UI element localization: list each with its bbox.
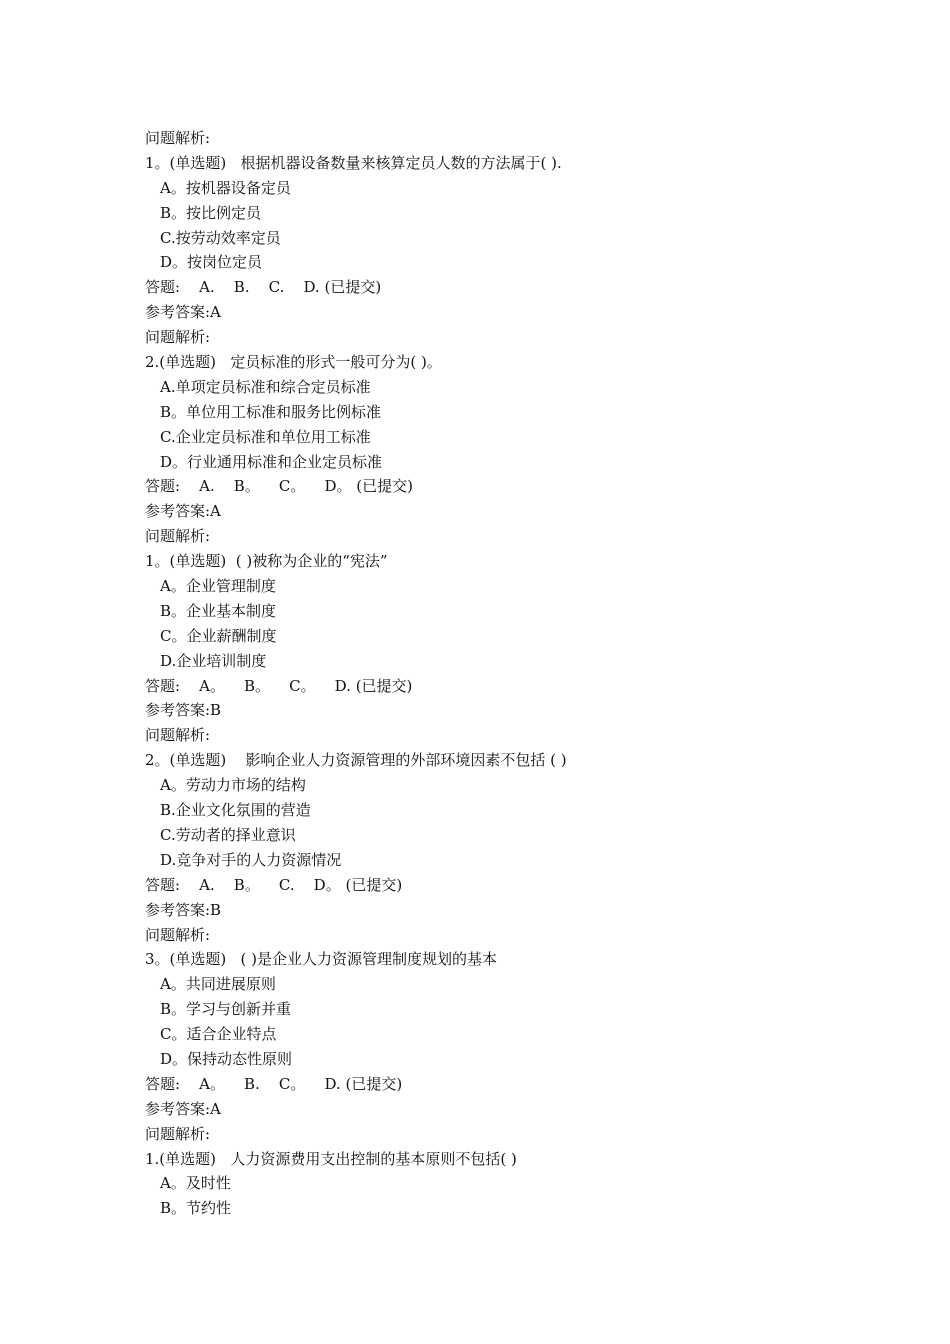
question-stem: 2。(单选题) 影响企业人力资源管理的外部环境因素不包括 ( ) — [145, 751, 567, 770]
option-b: B。单位用工标准和服务比例标准 — [160, 402, 382, 421]
option-c: C。适合企业特点 — [160, 1025, 277, 1044]
answer-line: 答题: A。 B。 C。 D. (已提交) — [145, 676, 413, 695]
option-a: A。及时性 — [160, 1174, 231, 1193]
analysis-header: 问题解析: — [145, 925, 211, 944]
question-stem: 2.(单选题) 定员标准的形式一般可分为( )。 — [145, 353, 442, 372]
reference-answer: 参考答案:A — [145, 1099, 221, 1118]
question-stem: 3。(单选题) ( )是企业人力资源管理制度规划的基本 — [145, 950, 498, 969]
option-a: A。按机器设备定员 — [160, 178, 291, 197]
question-stem: 1。(单选题) ( )被称为企业的“宪法” — [145, 552, 388, 571]
option-c: C.企业定员标准和单位用工标准 — [160, 427, 371, 446]
option-a: A。企业管理制度 — [160, 577, 276, 596]
analysis-header: 问题解析: — [145, 328, 211, 347]
option-d: D.竞争对手的人力资源情况 — [160, 850, 342, 869]
option-b: B.企业文化氛围的营造 — [160, 801, 311, 820]
option-b: B。企业基本制度 — [160, 601, 277, 620]
option-c: C。企业薪酬制度 — [160, 626, 277, 645]
option-a: A.单项定员标准和综合定员标准 — [160, 377, 371, 396]
analysis-header: 问题解析: — [145, 726, 211, 745]
option-d: D。行业通用标准和企业定员标准 — [160, 452, 383, 471]
reference-answer: 参考答案:A — [145, 303, 221, 322]
option-a: A。劳动力市场的结构 — [160, 776, 306, 795]
question-stem: 1.(单选题) 人力资源费用支出控制的基本原则不包括( ) — [145, 1149, 517, 1168]
option-a: A。共同进展原则 — [160, 975, 276, 994]
question-stem: 1。(单选题) 根据机器设备数量来核算定员人数的方法属于( ). — [145, 153, 562, 172]
answer-line: 答题: A。 B. C。 D. (已提交) — [145, 1074, 403, 1093]
option-c: C.按劳动效率定员 — [160, 228, 281, 247]
reference-answer: 参考答案:A — [145, 502, 221, 521]
analysis-header: 问题解析: — [145, 129, 211, 147]
reference-answer: 参考答案:B — [145, 900, 222, 919]
analysis-header: 问题解析: — [145, 527, 211, 546]
option-b: B。节约性 — [160, 1199, 232, 1218]
option-c: C.劳动者的择业意识 — [160, 825, 296, 844]
answer-line: 答题: A. B。 C。 D。 (已提交) — [145, 477, 413, 496]
option-b: B。按比例定员 — [160, 203, 262, 222]
analysis-header: 问题解析: — [145, 1124, 211, 1143]
answer-line: 答题: A. B。 C. D。 (已提交) — [145, 875, 403, 894]
answer-line: 答题: A. B. C. D. (已提交) — [145, 278, 382, 297]
option-d: D。保持动态性原则 — [160, 1049, 293, 1068]
option-b: B。学习与创新并重 — [160, 1000, 292, 1019]
reference-answer: 参考答案:B — [145, 701, 222, 720]
option-d: D.企业培训制度 — [160, 651, 267, 670]
option-d: D。按岗位定员 — [160, 253, 263, 272]
document-page — [145, 126, 865, 1221]
